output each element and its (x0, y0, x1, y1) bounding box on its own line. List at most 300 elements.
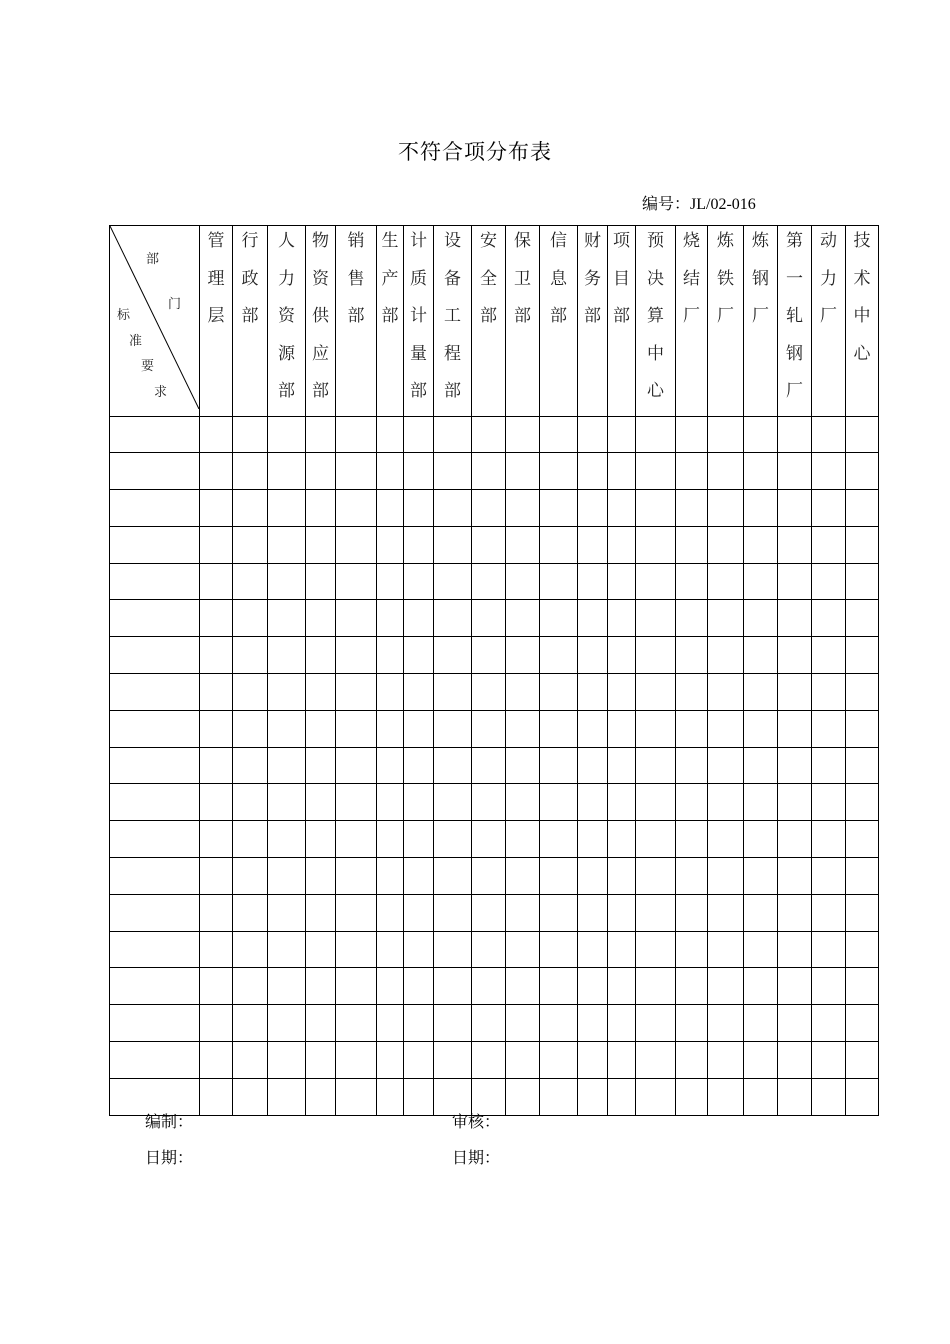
table-cell[interactable] (708, 416, 744, 453)
table-cell[interactable] (472, 1042, 506, 1079)
table-cell[interactable] (336, 490, 377, 527)
table-cell[interactable] (708, 710, 744, 747)
table-cell[interactable] (744, 747, 778, 784)
table-cell[interactable] (744, 600, 778, 637)
table-cell[interactable] (472, 931, 506, 968)
table-cell[interactable] (268, 563, 306, 600)
table-cell[interactable] (778, 637, 812, 674)
table-cell[interactable] (200, 1078, 233, 1115)
table-cell[interactable] (200, 894, 233, 931)
table-cell[interactable] (472, 637, 506, 674)
table-cell[interactable] (540, 747, 578, 784)
table-cell[interactable] (636, 784, 676, 821)
table-cell[interactable] (377, 784, 404, 821)
table-cell[interactable] (268, 710, 306, 747)
table-cell[interactable] (506, 600, 540, 637)
table-cell[interactable] (578, 1042, 608, 1079)
table-cell[interactable] (846, 710, 879, 747)
table-cell[interactable] (540, 821, 578, 858)
table-cell[interactable] (434, 931, 472, 968)
table-cell[interactable] (744, 526, 778, 563)
table-cell[interactable] (778, 416, 812, 453)
table-cell[interactable] (744, 674, 778, 711)
table-cell[interactable] (377, 1005, 404, 1042)
table-cell[interactable] (778, 710, 812, 747)
table-cell[interactable] (676, 1078, 708, 1115)
table-cell[interactable] (608, 894, 636, 931)
table-cell[interactable] (540, 637, 578, 674)
table-cell[interactable] (200, 490, 233, 527)
table-cell[interactable] (233, 931, 268, 968)
table-cell[interactable] (336, 1005, 377, 1042)
table-cell[interactable] (608, 1005, 636, 1042)
table-cell[interactable] (200, 821, 233, 858)
table-cell[interactable] (636, 710, 676, 747)
table-cell[interactable] (434, 416, 472, 453)
table-cell[interactable] (846, 600, 879, 637)
table-cell[interactable] (676, 600, 708, 637)
table-cell[interactable] (306, 858, 336, 895)
table-cell[interactable] (506, 563, 540, 600)
table-cell[interactable] (200, 526, 233, 563)
table-cell[interactable] (434, 1005, 472, 1042)
table-cell[interactable] (812, 858, 846, 895)
table-cell[interactable] (608, 821, 636, 858)
table-cell[interactable] (306, 1005, 336, 1042)
table-cell[interactable] (676, 968, 708, 1005)
table-cell[interactable] (636, 1078, 676, 1115)
table-cell[interactable] (636, 1042, 676, 1079)
table-cell[interactable] (744, 821, 778, 858)
table-cell[interactable] (306, 416, 336, 453)
table-cell[interactable] (506, 968, 540, 1005)
table-cell[interactable] (506, 747, 540, 784)
table-cell[interactable] (377, 1078, 404, 1115)
table-cell[interactable] (578, 784, 608, 821)
table-cell[interactable] (404, 1005, 434, 1042)
table-cell[interactable] (846, 821, 879, 858)
table-cell[interactable] (434, 821, 472, 858)
table-cell[interactable] (404, 968, 434, 1005)
table-cell[interactable] (377, 821, 404, 858)
table-cell[interactable] (812, 490, 846, 527)
table-cell[interactable] (846, 784, 879, 821)
table-cell[interactable] (846, 490, 879, 527)
table-cell[interactable] (708, 600, 744, 637)
table-cell[interactable] (233, 600, 268, 637)
table-cell[interactable] (744, 784, 778, 821)
table-cell[interactable] (846, 526, 879, 563)
table-cell[interactable] (812, 453, 846, 490)
table-cell[interactable] (744, 453, 778, 490)
table-cell[interactable] (268, 674, 306, 711)
table-cell[interactable] (268, 600, 306, 637)
table-cell[interactable] (306, 747, 336, 784)
table-cell[interactable] (200, 1005, 233, 1042)
table-cell[interactable] (708, 931, 744, 968)
table-cell[interactable] (336, 1042, 377, 1079)
table-cell[interactable] (608, 674, 636, 711)
table-cell[interactable] (636, 563, 676, 600)
requirement-cell[interactable] (110, 747, 200, 784)
table-cell[interactable] (608, 453, 636, 490)
table-cell[interactable] (540, 968, 578, 1005)
table-cell[interactable] (608, 1078, 636, 1115)
table-cell[interactable] (708, 637, 744, 674)
table-cell[interactable] (812, 894, 846, 931)
table-cell[interactable] (434, 674, 472, 711)
table-cell[interactable] (676, 563, 708, 600)
table-cell[interactable] (506, 526, 540, 563)
table-cell[interactable] (708, 490, 744, 527)
table-cell[interactable] (472, 747, 506, 784)
table-cell[interactable] (608, 858, 636, 895)
table-cell[interactable] (778, 1078, 812, 1115)
table-cell[interactable] (540, 674, 578, 711)
table-cell[interactable] (506, 710, 540, 747)
table-cell[interactable] (778, 600, 812, 637)
table-cell[interactable] (306, 600, 336, 637)
table-cell[interactable] (200, 931, 233, 968)
table-cell[interactable] (778, 526, 812, 563)
table-cell[interactable] (708, 563, 744, 600)
table-cell[interactable] (306, 1078, 336, 1115)
table-cell[interactable] (708, 747, 744, 784)
table-cell[interactable] (744, 563, 778, 600)
table-cell[interactable] (744, 894, 778, 931)
table-cell[interactable] (846, 858, 879, 895)
table-cell[interactable] (812, 526, 846, 563)
table-cell[interactable] (506, 858, 540, 895)
table-cell[interactable] (336, 526, 377, 563)
table-cell[interactable] (636, 416, 676, 453)
table-cell[interactable] (676, 710, 708, 747)
table-cell[interactable] (636, 821, 676, 858)
table-cell[interactable] (377, 563, 404, 600)
table-cell[interactable] (636, 526, 676, 563)
table-cell[interactable] (233, 858, 268, 895)
table-cell[interactable] (377, 894, 404, 931)
table-cell[interactable] (636, 637, 676, 674)
table-cell[interactable] (377, 416, 404, 453)
table-cell[interactable] (540, 784, 578, 821)
table-cell[interactable] (636, 453, 676, 490)
table-cell[interactable] (268, 747, 306, 784)
table-cell[interactable] (812, 416, 846, 453)
requirement-cell[interactable] (110, 1005, 200, 1042)
table-cell[interactable] (608, 931, 636, 968)
table-cell[interactable] (676, 526, 708, 563)
table-cell[interactable] (377, 968, 404, 1005)
table-cell[interactable] (377, 490, 404, 527)
table-cell[interactable] (336, 563, 377, 600)
table-cell[interactable] (506, 784, 540, 821)
table-cell[interactable] (306, 1042, 336, 1079)
table-cell[interactable] (434, 968, 472, 1005)
table-cell[interactable] (268, 931, 306, 968)
table-cell[interactable] (506, 931, 540, 968)
table-cell[interactable] (846, 1042, 879, 1079)
table-cell[interactable] (578, 563, 608, 600)
table-cell[interactable] (578, 416, 608, 453)
table-cell[interactable] (846, 894, 879, 931)
table-cell[interactable] (306, 526, 336, 563)
table-cell[interactable] (506, 637, 540, 674)
table-cell[interactable] (377, 600, 404, 637)
table-cell[interactable] (268, 968, 306, 1005)
table-cell[interactable] (846, 674, 879, 711)
table-cell[interactable] (744, 968, 778, 1005)
table-cell[interactable] (578, 821, 608, 858)
requirement-cell[interactable] (110, 821, 200, 858)
table-cell[interactable] (336, 600, 377, 637)
table-cell[interactable] (608, 1042, 636, 1079)
table-cell[interactable] (404, 1042, 434, 1079)
table-cell[interactable] (636, 931, 676, 968)
table-cell[interactable] (336, 710, 377, 747)
table-cell[interactable] (377, 747, 404, 784)
table-cell[interactable] (200, 710, 233, 747)
table-cell[interactable] (778, 490, 812, 527)
table-cell[interactable] (377, 453, 404, 490)
table-cell[interactable] (404, 416, 434, 453)
table-cell[interactable] (608, 600, 636, 637)
table-cell[interactable] (472, 526, 506, 563)
table-cell[interactable] (200, 858, 233, 895)
table-cell[interactable] (233, 416, 268, 453)
table-cell[interactable] (233, 821, 268, 858)
table-cell[interactable] (540, 710, 578, 747)
table-cell[interactable] (200, 637, 233, 674)
table-cell[interactable] (268, 637, 306, 674)
table-cell[interactable] (404, 674, 434, 711)
table-cell[interactable] (506, 1005, 540, 1042)
table-cell[interactable] (268, 1005, 306, 1042)
table-cell[interactable] (434, 858, 472, 895)
table-cell[interactable] (744, 490, 778, 527)
table-cell[interactable] (472, 784, 506, 821)
table-cell[interactable] (233, 563, 268, 600)
table-cell[interactable] (608, 526, 636, 563)
requirement-cell[interactable] (110, 637, 200, 674)
table-cell[interactable] (200, 600, 233, 637)
table-cell[interactable] (306, 453, 336, 490)
table-cell[interactable] (472, 1005, 506, 1042)
table-cell[interactable] (306, 894, 336, 931)
table-cell[interactable] (846, 747, 879, 784)
table-cell[interactable] (636, 858, 676, 895)
table-cell[interactable] (846, 1078, 879, 1115)
table-cell[interactable] (506, 1078, 540, 1115)
table-cell[interactable] (676, 637, 708, 674)
table-cell[interactable] (336, 894, 377, 931)
table-cell[interactable] (778, 968, 812, 1005)
table-cell[interactable] (434, 637, 472, 674)
table-cell[interactable] (506, 453, 540, 490)
table-cell[interactable] (434, 600, 472, 637)
table-cell[interactable] (778, 1042, 812, 1079)
table-cell[interactable] (268, 490, 306, 527)
table-cell[interactable] (377, 710, 404, 747)
table-cell[interactable] (233, 710, 268, 747)
table-cell[interactable] (506, 416, 540, 453)
table-cell[interactable] (540, 490, 578, 527)
table-cell[interactable] (268, 1078, 306, 1115)
table-cell[interactable] (708, 968, 744, 1005)
table-cell[interactable] (404, 490, 434, 527)
table-cell[interactable] (472, 710, 506, 747)
table-cell[interactable] (708, 526, 744, 563)
table-cell[interactable] (578, 1005, 608, 1042)
table-cell[interactable] (306, 710, 336, 747)
table-cell[interactable] (472, 416, 506, 453)
table-cell[interactable] (434, 453, 472, 490)
table-cell[interactable] (434, 747, 472, 784)
table-cell[interactable] (233, 490, 268, 527)
table-cell[interactable] (708, 784, 744, 821)
table-cell[interactable] (472, 563, 506, 600)
table-cell[interactable] (233, 1005, 268, 1042)
table-cell[interactable] (578, 747, 608, 784)
requirement-cell[interactable] (110, 710, 200, 747)
table-cell[interactable] (404, 563, 434, 600)
table-cell[interactable] (268, 453, 306, 490)
table-cell[interactable] (608, 747, 636, 784)
table-cell[interactable] (676, 674, 708, 711)
table-cell[interactable] (846, 968, 879, 1005)
table-cell[interactable] (306, 637, 336, 674)
table-cell[interactable] (404, 894, 434, 931)
table-cell[interactable] (377, 526, 404, 563)
table-cell[interactable] (506, 1042, 540, 1079)
table-cell[interactable] (636, 894, 676, 931)
table-cell[interactable] (472, 490, 506, 527)
table-cell[interactable] (676, 858, 708, 895)
table-cell[interactable] (377, 674, 404, 711)
table-cell[interactable] (708, 674, 744, 711)
table-cell[interactable] (778, 1005, 812, 1042)
table-cell[interactable] (846, 416, 879, 453)
table-cell[interactable] (676, 784, 708, 821)
table-cell[interactable] (336, 784, 377, 821)
requirement-cell[interactable] (110, 600, 200, 637)
table-cell[interactable] (778, 894, 812, 931)
table-cell[interactable] (233, 637, 268, 674)
table-cell[interactable] (708, 1042, 744, 1079)
table-cell[interactable] (200, 1042, 233, 1079)
table-cell[interactable] (744, 637, 778, 674)
table-cell[interactable] (200, 416, 233, 453)
table-cell[interactable] (404, 453, 434, 490)
table-cell[interactable] (812, 1042, 846, 1079)
table-cell[interactable] (778, 563, 812, 600)
table-cell[interactable] (404, 821, 434, 858)
table-cell[interactable] (846, 1005, 879, 1042)
table-cell[interactable] (200, 747, 233, 784)
table-cell[interactable] (778, 674, 812, 711)
table-cell[interactable] (578, 931, 608, 968)
table-cell[interactable] (812, 821, 846, 858)
table-cell[interactable] (676, 416, 708, 453)
table-cell[interactable] (306, 821, 336, 858)
table-cell[interactable] (636, 1005, 676, 1042)
table-cell[interactable] (404, 784, 434, 821)
requirement-cell[interactable] (110, 490, 200, 527)
table-cell[interactable] (608, 637, 636, 674)
table-cell[interactable] (233, 968, 268, 1005)
table-cell[interactable] (404, 747, 434, 784)
table-cell[interactable] (268, 858, 306, 895)
table-cell[interactable] (636, 600, 676, 637)
table-cell[interactable] (268, 784, 306, 821)
table-cell[interactable] (540, 416, 578, 453)
table-cell[interactable] (812, 637, 846, 674)
table-cell[interactable] (268, 416, 306, 453)
table-cell[interactable] (540, 600, 578, 637)
table-cell[interactable] (233, 894, 268, 931)
table-cell[interactable] (540, 1042, 578, 1079)
table-cell[interactable] (472, 968, 506, 1005)
table-cell[interactable] (744, 1042, 778, 1079)
table-cell[interactable] (200, 968, 233, 1005)
table-cell[interactable] (636, 674, 676, 711)
table-cell[interactable] (200, 674, 233, 711)
table-cell[interactable] (268, 526, 306, 563)
table-cell[interactable] (608, 416, 636, 453)
table-cell[interactable] (846, 931, 879, 968)
requirement-cell[interactable] (110, 784, 200, 821)
table-cell[interactable] (336, 1078, 377, 1115)
requirement-cell[interactable] (110, 968, 200, 1005)
table-cell[interactable] (377, 637, 404, 674)
table-cell[interactable] (676, 490, 708, 527)
table-cell[interactable] (778, 821, 812, 858)
table-cell[interactable] (676, 1005, 708, 1042)
table-cell[interactable] (336, 416, 377, 453)
table-cell[interactable] (434, 710, 472, 747)
table-cell[interactable] (404, 858, 434, 895)
table-cell[interactable] (812, 1078, 846, 1115)
table-cell[interactable] (233, 526, 268, 563)
table-cell[interactable] (233, 1042, 268, 1079)
requirement-cell[interactable] (110, 563, 200, 600)
requirement-cell[interactable] (110, 858, 200, 895)
table-cell[interactable] (540, 453, 578, 490)
table-cell[interactable] (404, 637, 434, 674)
table-cell[interactable] (404, 600, 434, 637)
table-cell[interactable] (636, 747, 676, 784)
table-cell[interactable] (472, 453, 506, 490)
table-cell[interactable] (846, 637, 879, 674)
table-cell[interactable] (846, 453, 879, 490)
table-cell[interactable] (336, 858, 377, 895)
table-cell[interactable] (233, 453, 268, 490)
table-cell[interactable] (578, 968, 608, 1005)
table-cell[interactable] (578, 894, 608, 931)
table-cell[interactable] (578, 674, 608, 711)
table-cell[interactable] (434, 490, 472, 527)
table-cell[interactable] (336, 968, 377, 1005)
table-cell[interactable] (608, 968, 636, 1005)
table-cell[interactable] (812, 784, 846, 821)
table-cell[interactable] (708, 821, 744, 858)
table-cell[interactable] (434, 526, 472, 563)
table-cell[interactable] (744, 710, 778, 747)
table-cell[interactable] (434, 563, 472, 600)
table-cell[interactable] (540, 1078, 578, 1115)
table-cell[interactable] (268, 894, 306, 931)
table-cell[interactable] (306, 563, 336, 600)
